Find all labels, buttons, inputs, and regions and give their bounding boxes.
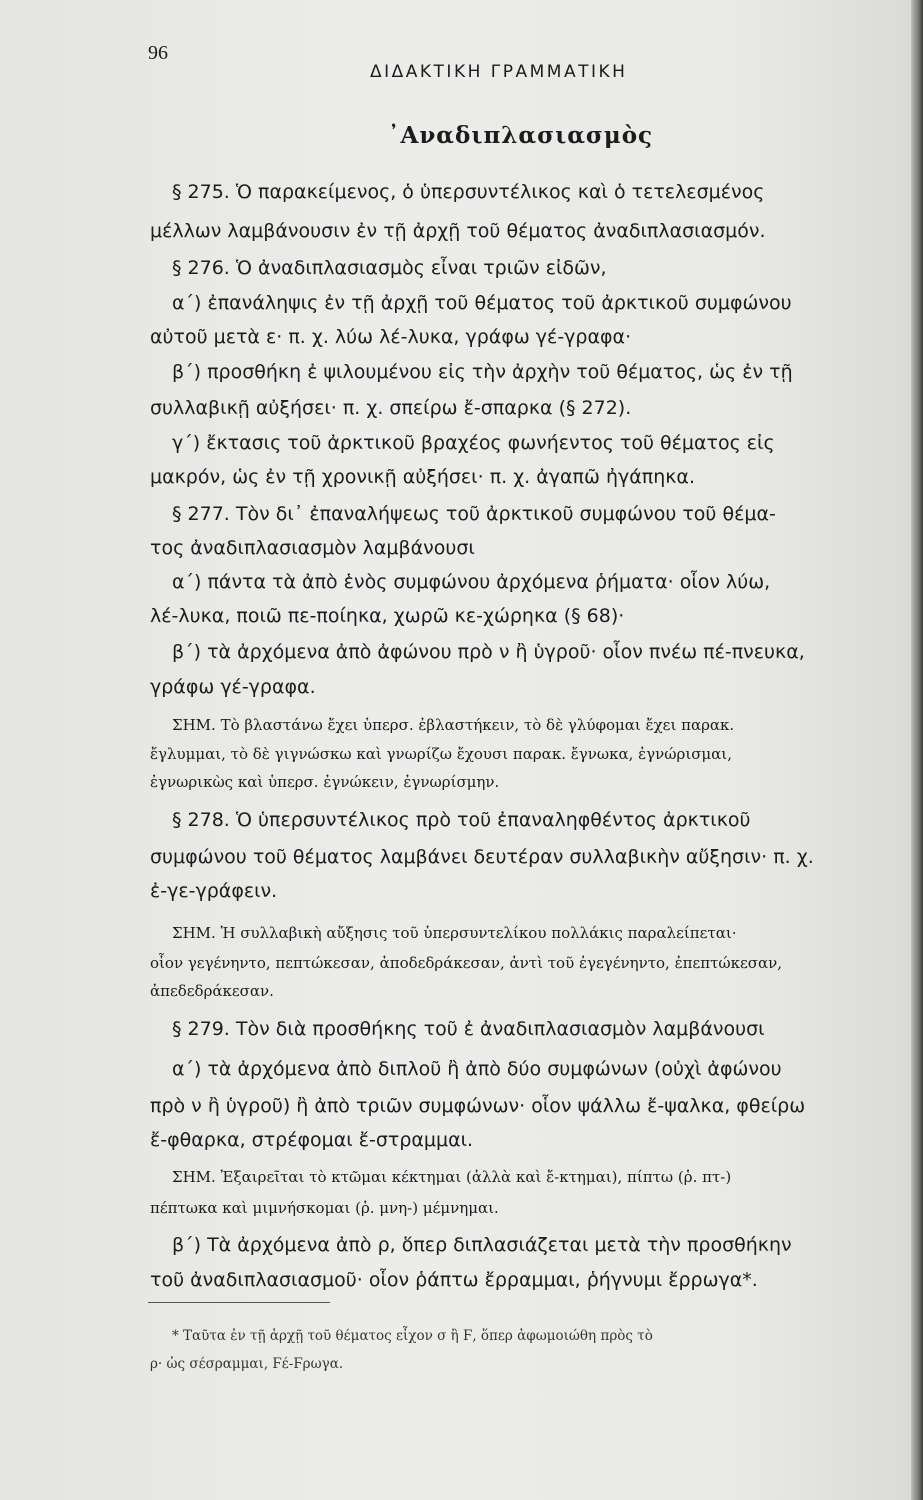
text-line: γράφω γέ-γραφα.: [150, 676, 316, 698]
text-line: γ΄) ἔκτασις τοῦ ἀρκτικοῦ βραχέος φωνήεντος τοῦ θέματος εἰς: [172, 432, 775, 454]
note-line: οἷον γεγένηντο, πεπτώκεσαν, ἀποδεδράκεσαν, ἀντὶ τοῦ ἐγεγένηντο, ἐπεπτώκεσαν,: [150, 954, 783, 972]
note-line: ἔγλυμμαι, τὸ δὲ γιγνώσκω καὶ γνωρίζω ἔχουσι παρακ. ἔγνωκα, ἐγνώρισμαι,: [150, 745, 732, 763]
note-line: ΣΗΜ. Τὸ βλαστάνω ἔχει ὑπερσ. ἐβλαστήκειν, τὸ δὲ γλύφομαι ἔχει παρακ.: [172, 716, 735, 734]
text-line: α΄) τὰ ἀρχόμενα ἀπὸ διπλοῦ ἢ ἀπὸ δύο συμφώνων (οὐχὶ ἀφώνου: [172, 1058, 782, 1080]
text-line: β΄) προσθήκη ἐ ψιλουμένου εἰς τὴν ἀρχὴν τοῦ θέματος, ὡς ἐν τῇ: [172, 361, 793, 383]
page-number: 96: [148, 42, 168, 64]
running-header: ΔΙΔΑΚΤΙΚΗ ΓΡΑΜΜΑΤΙΚΗ: [370, 62, 628, 82]
text-line: ἐ-γε-γράφειν.: [150, 880, 278, 902]
footnote-divider: [148, 1302, 330, 1303]
note-line: ΣΗΜ. Ἡ συλλαβικὴ αὔξησις τοῦ ὑπερσυντελίκου πολλάκις παραλείπεται·: [172, 924, 737, 942]
text-line: α΄) ἐπανάληψις ἐν τῇ ἀρχῇ τοῦ θέματος τοῦ ἀρκτικοῦ συμφώνου: [172, 292, 792, 314]
text-line: συμφώνου τοῦ θέματος λαμβάνει δευτέραν συλλαβικὴν αὔξησιν· π. χ.: [150, 846, 814, 868]
text-line: τοῦ ἀναδιπλασιασμοῦ· οἷον ῥάπτω ἔρραμμαι, ῥήγνυμι ἔρρωγα*.: [150, 1269, 758, 1291]
text-line: β΄) τὰ ἀρχόμενα ἀπὸ ἀφώνου πρὸ ν ἢ ὑγροῦ· οἷον πνέω πέ-πνευκα,: [172, 641, 805, 663]
section-title: ᾿Αναδιπλασιασμὸς: [388, 122, 654, 149]
text-line: β΄) Τὰ ἀρχόμενα ἀπὸ ρ, ὅπερ διπλασιάζεται μετὰ τὴν προσθήκην: [172, 1234, 792, 1256]
text-line: λέ-λυκα, ποιῶ πε-ποίηκα, χωρῶ κε-χώρηκα (§ 68)·: [150, 605, 625, 627]
paragraph-278-line-1: § 278. Ὁ ὑπερσυντέλικος πρὸ τοῦ ἐπαναληφθέντος ἀρκτικοῦ: [172, 809, 751, 831]
footnote-line: ρ· ὡς σέσραμμαι, Ϝέ-Ϝρωγα.: [150, 1356, 344, 1372]
paragraph-275-line-2: μέλλων λαμβάνουσιν ἐν τῇ ἀρχῇ τοῦ θέματος ἀναδιπλασιασμόν.: [150, 220, 766, 242]
paragraph-277-line-1: § 277. Τὸν δι᾽ ἐπαναλήψεως τοῦ ἀρκτικοῦ συμφώνου τοῦ θέμα-: [172, 503, 776, 525]
text-line: πρὸ ν ἢ ὑγροῦ) ἢ ἀπὸ τριῶν συμφώνων· οἷον ψάλλω ἔ-ψαλκα, φθείρω: [150, 1095, 806, 1117]
text-line: α΄) πάντα τὰ ἀπὸ ἑνὸς συμφώνου ἀρχόμενα ῥήματα· οἷον λύω,: [172, 571, 771, 593]
note-line: ΣΗΜ. Ἐξαιρεῖται τὸ κτῶμαι κέκτημαι (ἀλλὰ καὶ ἔ-κτημαι), πίπτω (ῥ. πτ-): [172, 1168, 732, 1186]
text-line: ἔ-φθαρκα, στρέφομαι ἔ-στραμμαι.: [150, 1129, 474, 1151]
text-line: τος ἀναδιπλασιασμὸν λαμβάνουσι: [150, 537, 475, 559]
note-line: ἐγνωρικὼς καὶ ὑπερσ. ἐγνώκειν, ἐγνωρίσμην.: [150, 773, 500, 791]
paragraph-275-line-1: § 275. Ὁ παρακείμενος, ὁ ὑπερσυντέλικος καὶ ὁ τετελεσμένος: [172, 181, 765, 203]
text-line: συλλαβικῇ αὐξήσει· π. χ. σπείρω ἔ-σπαρκα (§ 272).: [150, 397, 632, 419]
paragraph-279-line-1: § 279. Τὸν διὰ προσθήκης τοῦ ἐ ἀναδιπλασιασμὸν λαμβάνουσι: [172, 1018, 765, 1040]
text-line: αὐτοῦ μετὰ ε· π. χ. λύω λέ-λυκα, γράφω γέ-γραφα·: [150, 326, 632, 348]
note-line: πέπτωκα καὶ μιμνήσκομαι (ῥ. μνη-) μέμνημαι.: [150, 1199, 499, 1217]
book-spine-shadow: [911, 0, 923, 1500]
paragraph-276-line-1: § 276. Ὁ ἀναδιπλασιασμὸς εἶναι τριῶν εἰδῶν,: [172, 257, 607, 279]
note-line: ἀπεδεδράκεσαν.: [150, 982, 274, 1000]
text-line: μακρόν, ὡς ἐν τῇ χρονικῇ αὐξήσει· π. χ. ἀγαπῶ ἠγάπηκα.: [150, 466, 695, 488]
footnote-line: * Ταῦτα ἐν τῇ ἀρχῇ τοῦ θέματος εἶχον σ ἢ Ϝ, ὅπερ ἀφωμοιώθη πρὸς τὸ: [172, 1328, 653, 1344]
